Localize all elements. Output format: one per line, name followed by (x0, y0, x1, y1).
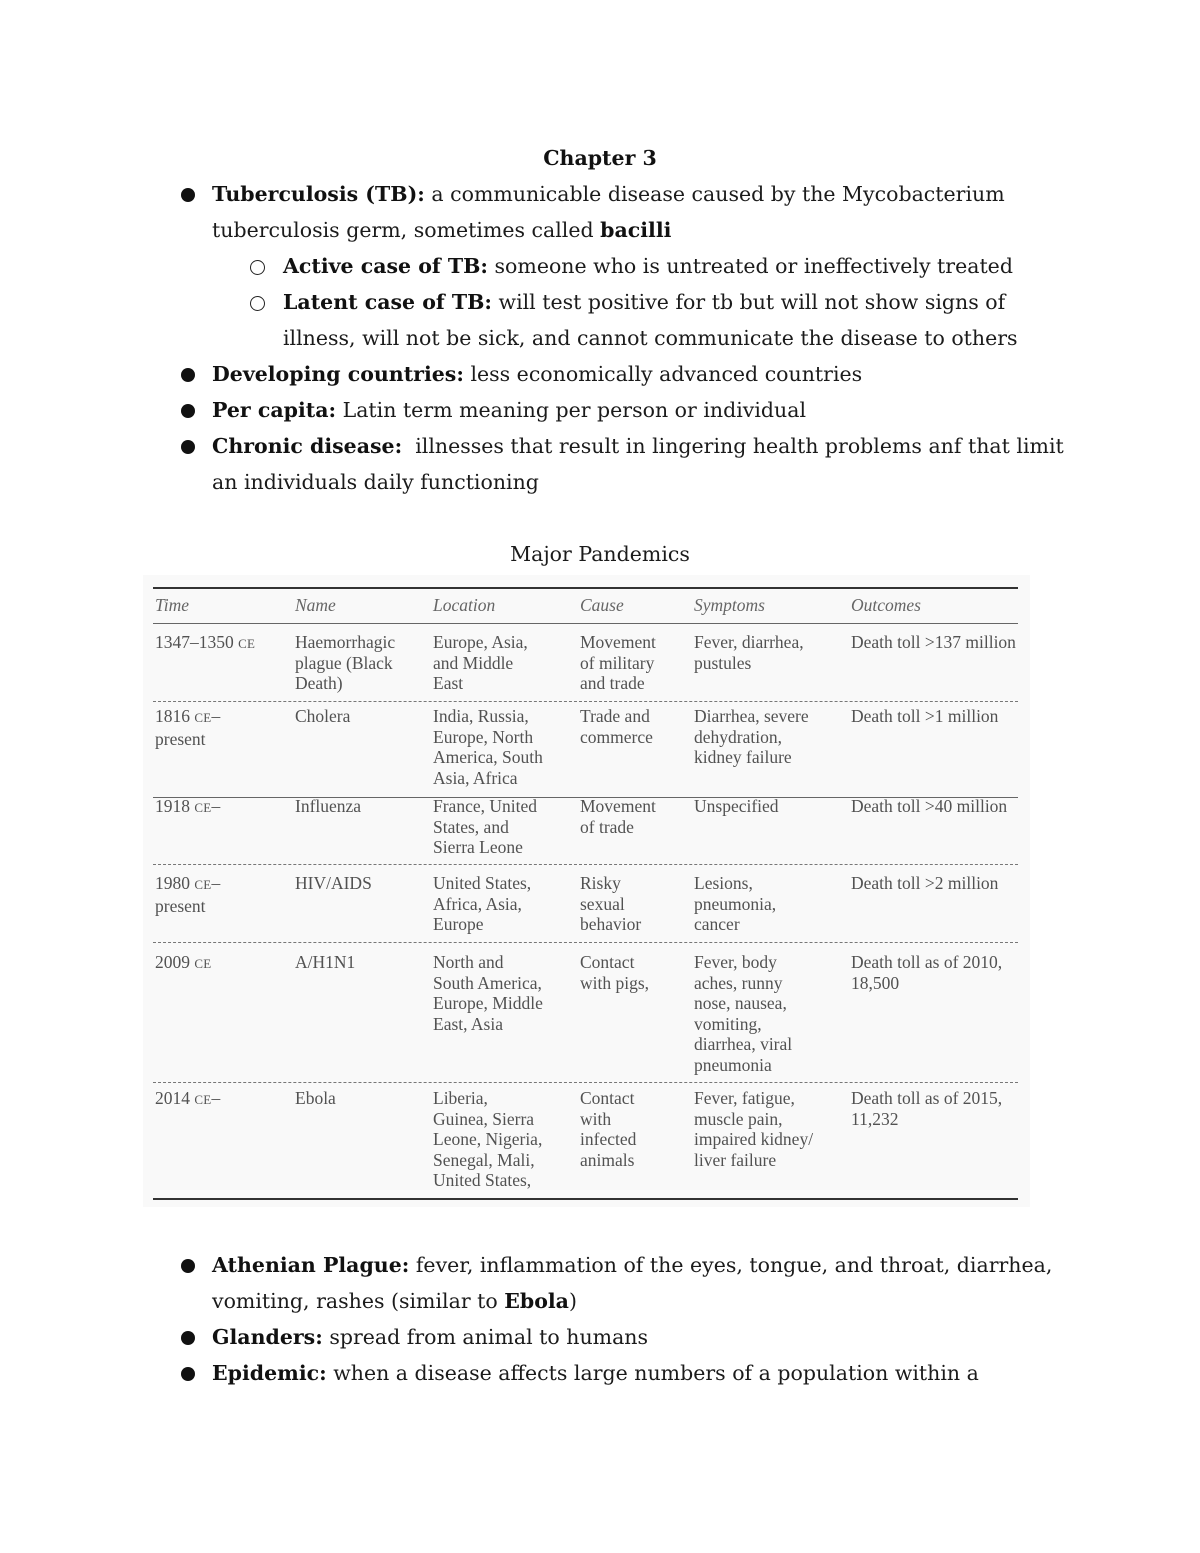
term-per-capita: Per capita: (212, 398, 337, 422)
bullet-icon (181, 1259, 195, 1273)
table-cell-time (155, 1088, 220, 1111)
column-header-name: Name (295, 595, 336, 615)
row-divider (153, 942, 1018, 943)
year: 1347–1350 (155, 632, 234, 652)
table-row (143, 1088, 1030, 1191)
table-cell-cause: Movement of trade (580, 796, 656, 837)
term-athenian-plague: Athenian Plague: (212, 1253, 410, 1277)
definition-epidemic: when a disease affects large numbers of a population within a (333, 1361, 979, 1385)
pandemics-table (143, 575, 1030, 1207)
era: CE (194, 710, 212, 725)
era: CE (238, 636, 256, 651)
time-suffix: – (211, 796, 221, 816)
table-cell-symptoms: Lesions, pneumonia, cancer (694, 873, 777, 935)
table-cell-symptoms: Fever, fatigue, muscle pain, impaired kidney/ liver failure (694, 1088, 814, 1170)
column-header-symptoms: Symptoms (694, 595, 765, 615)
column-header-location: Location (433, 595, 496, 615)
table-cell-cause: Contact with pigs, (580, 952, 650, 993)
table-cell-name: A/H1N1 (295, 952, 356, 972)
table-cell-symptoms: Unspecified (694, 796, 779, 816)
column-header-cause: Cause (580, 595, 624, 615)
term-chronic-disease: Chronic disease: (212, 434, 403, 458)
era: CE (194, 956, 212, 971)
term-developing-countries: Developing countries: (212, 362, 464, 386)
table-header-row (143, 595, 1030, 615)
term-epidemic: Epidemic: (212, 1361, 327, 1385)
list-item-glanders (212, 1319, 1200, 1355)
table-cell-outcomes: Death toll >2 million (851, 873, 999, 893)
bullet-icon (181, 188, 195, 202)
bullet-icon (181, 1331, 195, 1345)
sub-bullet-icon (250, 260, 265, 275)
table-cell-name: Influenza (295, 796, 362, 816)
table-cell-outcomes: Death toll as of 2010, 18,500 (851, 952, 1003, 993)
list-item-active-tb (283, 248, 1200, 284)
table-bottom-rule (153, 1198, 1018, 1200)
page-title: Chapter 3 (543, 146, 657, 170)
row-divider (153, 1082, 1018, 1083)
definition-tuberculosis: a communicable disease caused by the Mycobacterium tuberculosis germ, sometimes called (212, 182, 1005, 242)
time-suffix: – present (155, 873, 221, 916)
era: CE (194, 1092, 212, 1107)
term-latent-tb: Latent case of TB: (283, 290, 492, 314)
time-suffix: – (211, 1088, 221, 1108)
table-cell-outcomes: Death toll >137 million (851, 632, 1016, 652)
term-glanders: Glanders: (212, 1325, 323, 1349)
table-row (143, 796, 1030, 858)
list-item-epidemic (212, 1355, 1200, 1391)
bullet-icon (181, 404, 195, 418)
row-divider (153, 864, 1018, 865)
table-cell-time (155, 706, 220, 749)
table-cell-location: Liberia, Guinea, Sierra Leone, Nigeria, Senegal, Mali, United States, (433, 1088, 543, 1191)
list-item-per-capita (212, 392, 1200, 428)
table-cell-outcomes: Death toll as of 2015, 11,232 (851, 1088, 1003, 1129)
table-cell-cause: Trade and commerce (580, 706, 653, 747)
table-cell-outcomes: Death toll >40 million (851, 796, 1008, 816)
table-cell-location: Europe, Asia, and Middle East (433, 632, 528, 694)
list-item-latent-tb (283, 284, 1200, 356)
definition-latent-tb: will test positive for tb but will not show signs of illness, will not be sick, and cannot communicate the disease to others (283, 290, 1018, 350)
bullet-icon (181, 368, 195, 382)
definition-athenian-plague: fever, inflammation of the eyes, tongue, and throat, diarrhea, vomiting, rashes (similar to (212, 1253, 1053, 1313)
table-cell-time (155, 952, 211, 975)
list-item-athenian-plague (212, 1247, 1200, 1319)
year: 1980 (155, 873, 190, 893)
definition-list-top (0, 176, 1200, 500)
list-item-developing-countries (212, 356, 1200, 392)
table-cell-location: France, United States, and Sierra Leone (433, 796, 537, 858)
bullet-icon (181, 1367, 195, 1381)
column-header-time: Time (155, 595, 190, 615)
bullet-icon (181, 440, 195, 454)
year: 2009 (155, 952, 190, 972)
table-top-rule (153, 587, 1018, 589)
term-active-tb: Active case of TB: (283, 254, 488, 278)
table-cell-location: India, Russia, Europe, North America, South Asia, Africa (433, 706, 543, 788)
column-header-outcomes: Outcomes (851, 595, 921, 615)
term-ebola: Ebola (504, 1289, 569, 1313)
table-cell-symptoms: Fever, diarrhea, pustules (694, 632, 804, 673)
table-cell-name: Haemorrhagic plague (Black Death) (295, 632, 396, 694)
definition-glanders: spread from animal to humans (329, 1325, 649, 1349)
closing-paren: ) (568, 1289, 577, 1313)
table-cell-location: North and South America, Europe, Middle East, Asia (433, 952, 543, 1034)
era: CE (194, 877, 212, 892)
table-header-rule (153, 623, 1018, 624)
table-cell-name: Cholera (295, 706, 351, 726)
table-row (143, 632, 1030, 694)
table-row (143, 706, 1030, 788)
table-cell-time (155, 873, 220, 916)
year: 1816 (155, 706, 190, 726)
table-cell-symptoms: Fever, body aches, runny nose, nausea, vomiting, diarrhea, viral pneumonia (694, 952, 793, 1075)
row-divider (153, 701, 1018, 702)
list-item-chronic-disease (212, 428, 1200, 500)
definition-chronic-disease: illnesses that result in lingering health problems anf that limit an individuals daily functioning (212, 434, 1064, 494)
table-cell-time (155, 796, 220, 819)
year: 2014 (155, 1088, 190, 1108)
table-cell-cause: Risky sexual behavior (580, 873, 642, 935)
table-cell-cause: Contact with infected animals (580, 1088, 637, 1170)
table-cell-name: HIV/AIDS (295, 873, 372, 893)
table-row (143, 873, 1030, 935)
table-cell-name: Ebola (295, 1088, 336, 1108)
table-cell-location: United States, Africa, Asia, Europe (433, 873, 532, 935)
time-suffix: – present (155, 706, 221, 749)
definition-developing-countries: less economically advanced countries (470, 362, 863, 386)
table-cell-cause: Movement of military and trade (580, 632, 656, 694)
definition-list-bottom (0, 1247, 1200, 1391)
table-cell-outcomes: Death toll >1 million (851, 706, 999, 726)
definition-per-capita: Latin term meaning per person or individual (342, 398, 807, 422)
sub-bullet-icon (250, 296, 265, 311)
table-row (143, 952, 1030, 1075)
table-heading: Major Pandemics (510, 542, 690, 566)
definition-active-tb: someone who is untreated or ineffectively treated (494, 254, 1013, 278)
term-tuberculosis: Tuberculosis (TB): (212, 182, 425, 206)
era: CE (194, 800, 212, 815)
table-cell-symptoms: Diarrhea, severe dehydration, kidney failure (694, 706, 809, 768)
list-item-tuberculosis (212, 176, 1200, 248)
year: 1918 (155, 796, 190, 816)
term-bacilli: bacilli (600, 218, 672, 242)
table-cell-time (155, 632, 255, 655)
